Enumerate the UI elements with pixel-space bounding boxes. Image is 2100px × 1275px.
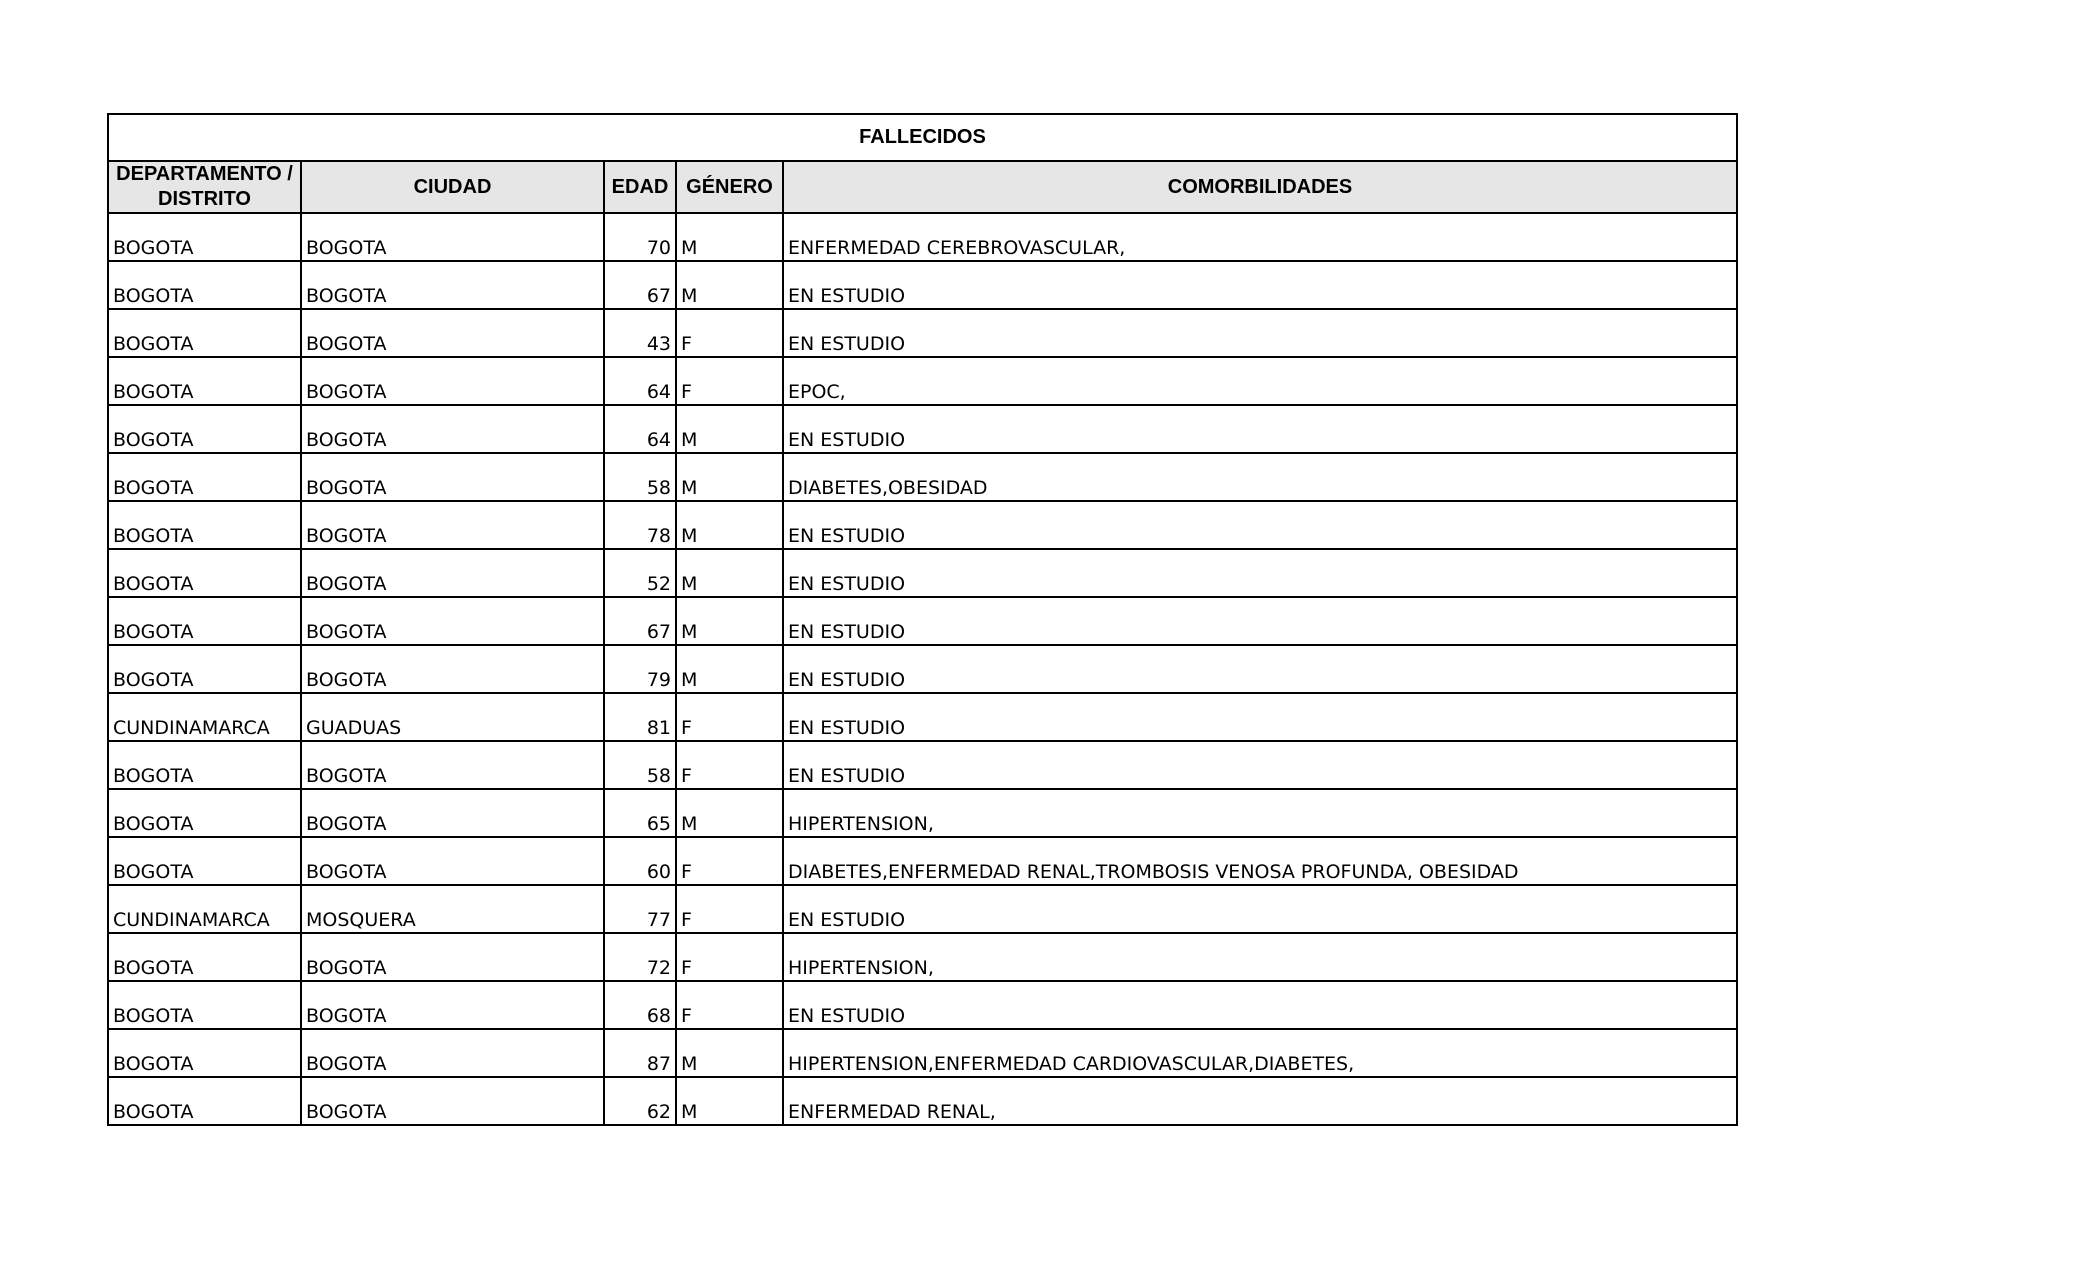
header-edad: EDAD <box>604 161 676 213</box>
cell-genero: M <box>676 789 783 837</box>
cell-departamento: BOGOTA <box>108 261 301 309</box>
table-title: FALLECIDOS <box>108 114 1737 161</box>
title-row <box>108 114 1737 161</box>
cell-comorbilidades: EPOC, <box>783 357 1737 405</box>
cell-ciudad: MOSQUERA <box>301 885 604 933</box>
cell-edad: 65 <box>604 789 676 837</box>
cell-genero: M <box>676 261 783 309</box>
cell-edad: 79 <box>604 645 676 693</box>
cell-edad: 81 <box>604 693 676 741</box>
cell-departamento: BOGOTA <box>108 357 301 405</box>
table-row <box>108 837 1737 885</box>
cell-edad: 58 <box>604 741 676 789</box>
cell-edad: 78 <box>604 501 676 549</box>
table-row <box>108 1077 1737 1125</box>
header-departamento: DEPARTAMENTO / DISTRITO <box>108 161 301 213</box>
cell-comorbilidades: EN ESTUDIO <box>783 549 1737 597</box>
table-row <box>108 789 1737 837</box>
table-row <box>108 597 1737 645</box>
cell-departamento: BOGOTA <box>108 405 301 453</box>
cell-comorbilidades: EN ESTUDIO <box>783 597 1737 645</box>
header-ciudad: CIUDAD <box>301 161 604 213</box>
cell-ciudad: BOGOTA <box>301 309 604 357</box>
cell-comorbilidades: DIABETES,ENFERMEDAD RENAL,TROMBOSIS VENOSA PROFUNDA, OBESIDAD <box>783 837 1737 885</box>
cell-comorbilidades: DIABETES,OBESIDAD <box>783 453 1737 501</box>
cell-genero: F <box>676 981 783 1029</box>
table-row <box>108 693 1737 741</box>
cell-comorbilidades: HIPERTENSION,ENFERMEDAD CARDIOVASCULAR,DIABETES, <box>783 1029 1737 1077</box>
cell-edad: 72 <box>604 933 676 981</box>
cell-departamento: BOGOTA <box>108 981 301 1029</box>
cell-departamento: BOGOTA <box>108 453 301 501</box>
cell-departamento: BOGOTA <box>108 1029 301 1077</box>
cell-genero: F <box>676 357 783 405</box>
cell-edad: 77 <box>604 885 676 933</box>
cell-comorbilidades: ENFERMEDAD CEREBROVASCULAR, <box>783 213 1737 261</box>
table-row <box>108 405 1737 453</box>
cell-ciudad: BOGOTA <box>301 357 604 405</box>
header-genero: GÉNERO <box>676 161 783 213</box>
table-row <box>108 261 1737 309</box>
cell-genero: F <box>676 837 783 885</box>
cell-comorbilidades: EN ESTUDIO <box>783 405 1737 453</box>
cell-edad: 60 <box>604 837 676 885</box>
cell-departamento: BOGOTA <box>108 597 301 645</box>
cell-comorbilidades: ENFERMEDAD RENAL, <box>783 1077 1737 1125</box>
cell-genero: M <box>676 1077 783 1125</box>
cell-departamento: BOGOTA <box>108 213 301 261</box>
cell-genero: M <box>676 549 783 597</box>
cell-genero: M <box>676 597 783 645</box>
cell-departamento: BOGOTA <box>108 837 301 885</box>
header-comorbilidades: COMORBILIDADES <box>783 161 1737 213</box>
cell-edad: 87 <box>604 1029 676 1077</box>
fallecidos-table <box>107 113 1738 1126</box>
cell-edad: 62 <box>604 1077 676 1125</box>
cell-departamento: BOGOTA <box>108 789 301 837</box>
cell-edad: 52 <box>604 549 676 597</box>
cell-edad: 67 <box>604 261 676 309</box>
header-row <box>108 161 1737 213</box>
cell-ciudad: BOGOTA <box>301 933 604 981</box>
cell-ciudad: GUADUAS <box>301 693 604 741</box>
cell-genero: F <box>676 309 783 357</box>
cell-comorbilidades: EN ESTUDIO <box>783 501 1737 549</box>
cell-departamento: BOGOTA <box>108 1077 301 1125</box>
cell-departamento: CUNDINAMARCA <box>108 693 301 741</box>
table-row <box>108 1029 1737 1077</box>
cell-departamento: CUNDINAMARCA <box>108 885 301 933</box>
cell-ciudad: BOGOTA <box>301 1077 604 1125</box>
cell-genero: F <box>676 933 783 981</box>
cell-edad: 68 <box>604 981 676 1029</box>
cell-ciudad: BOGOTA <box>301 789 604 837</box>
table-body <box>108 213 1737 1125</box>
cell-genero: M <box>676 1029 783 1077</box>
cell-ciudad: BOGOTA <box>301 213 604 261</box>
cell-edad: 64 <box>604 405 676 453</box>
cell-genero: M <box>676 213 783 261</box>
cell-comorbilidades: EN ESTUDIO <box>783 885 1737 933</box>
cell-genero: M <box>676 645 783 693</box>
cell-edad: 67 <box>604 597 676 645</box>
table-row <box>108 213 1737 261</box>
cell-comorbilidades: EN ESTUDIO <box>783 741 1737 789</box>
cell-genero: F <box>676 741 783 789</box>
cell-comorbilidades: EN ESTUDIO <box>783 645 1737 693</box>
table-row <box>108 933 1737 981</box>
cell-comorbilidades: EN ESTUDIO <box>783 693 1737 741</box>
cell-edad: 43 <box>604 309 676 357</box>
table-row <box>108 549 1737 597</box>
cell-ciudad: BOGOTA <box>301 453 604 501</box>
cell-comorbilidades: HIPERTENSION, <box>783 933 1737 981</box>
cell-edad: 70 <box>604 213 676 261</box>
cell-departamento: BOGOTA <box>108 309 301 357</box>
cell-departamento: BOGOTA <box>108 933 301 981</box>
table-row <box>108 309 1737 357</box>
table-row <box>108 885 1737 933</box>
cell-genero: F <box>676 885 783 933</box>
cell-genero: M <box>676 405 783 453</box>
cell-comorbilidades: EN ESTUDIO <box>783 309 1737 357</box>
cell-genero: M <box>676 501 783 549</box>
cell-comorbilidades: EN ESTUDIO <box>783 981 1737 1029</box>
cell-ciudad: BOGOTA <box>301 1029 604 1077</box>
table-row <box>108 741 1737 789</box>
cell-departamento: BOGOTA <box>108 645 301 693</box>
cell-edad: 64 <box>604 357 676 405</box>
cell-ciudad: BOGOTA <box>301 981 604 1029</box>
cell-ciudad: BOGOTA <box>301 837 604 885</box>
table-row <box>108 501 1737 549</box>
cell-genero: F <box>676 693 783 741</box>
table-row <box>108 645 1737 693</box>
table-row <box>108 357 1737 405</box>
cell-ciudad: BOGOTA <box>301 261 604 309</box>
table-row <box>108 981 1737 1029</box>
cell-genero: M <box>676 453 783 501</box>
cell-departamento: BOGOTA <box>108 741 301 789</box>
cell-departamento: BOGOTA <box>108 549 301 597</box>
cell-comorbilidades: HIPERTENSION, <box>783 789 1737 837</box>
cell-ciudad: BOGOTA <box>301 597 604 645</box>
cell-ciudad: BOGOTA <box>301 501 604 549</box>
cell-ciudad: BOGOTA <box>301 405 604 453</box>
cell-comorbilidades: EN ESTUDIO <box>783 261 1737 309</box>
cell-ciudad: BOGOTA <box>301 741 604 789</box>
cell-ciudad: BOGOTA <box>301 645 604 693</box>
cell-departamento: BOGOTA <box>108 501 301 549</box>
table-row <box>108 453 1737 501</box>
cell-edad: 58 <box>604 453 676 501</box>
cell-ciudad: BOGOTA <box>301 549 604 597</box>
